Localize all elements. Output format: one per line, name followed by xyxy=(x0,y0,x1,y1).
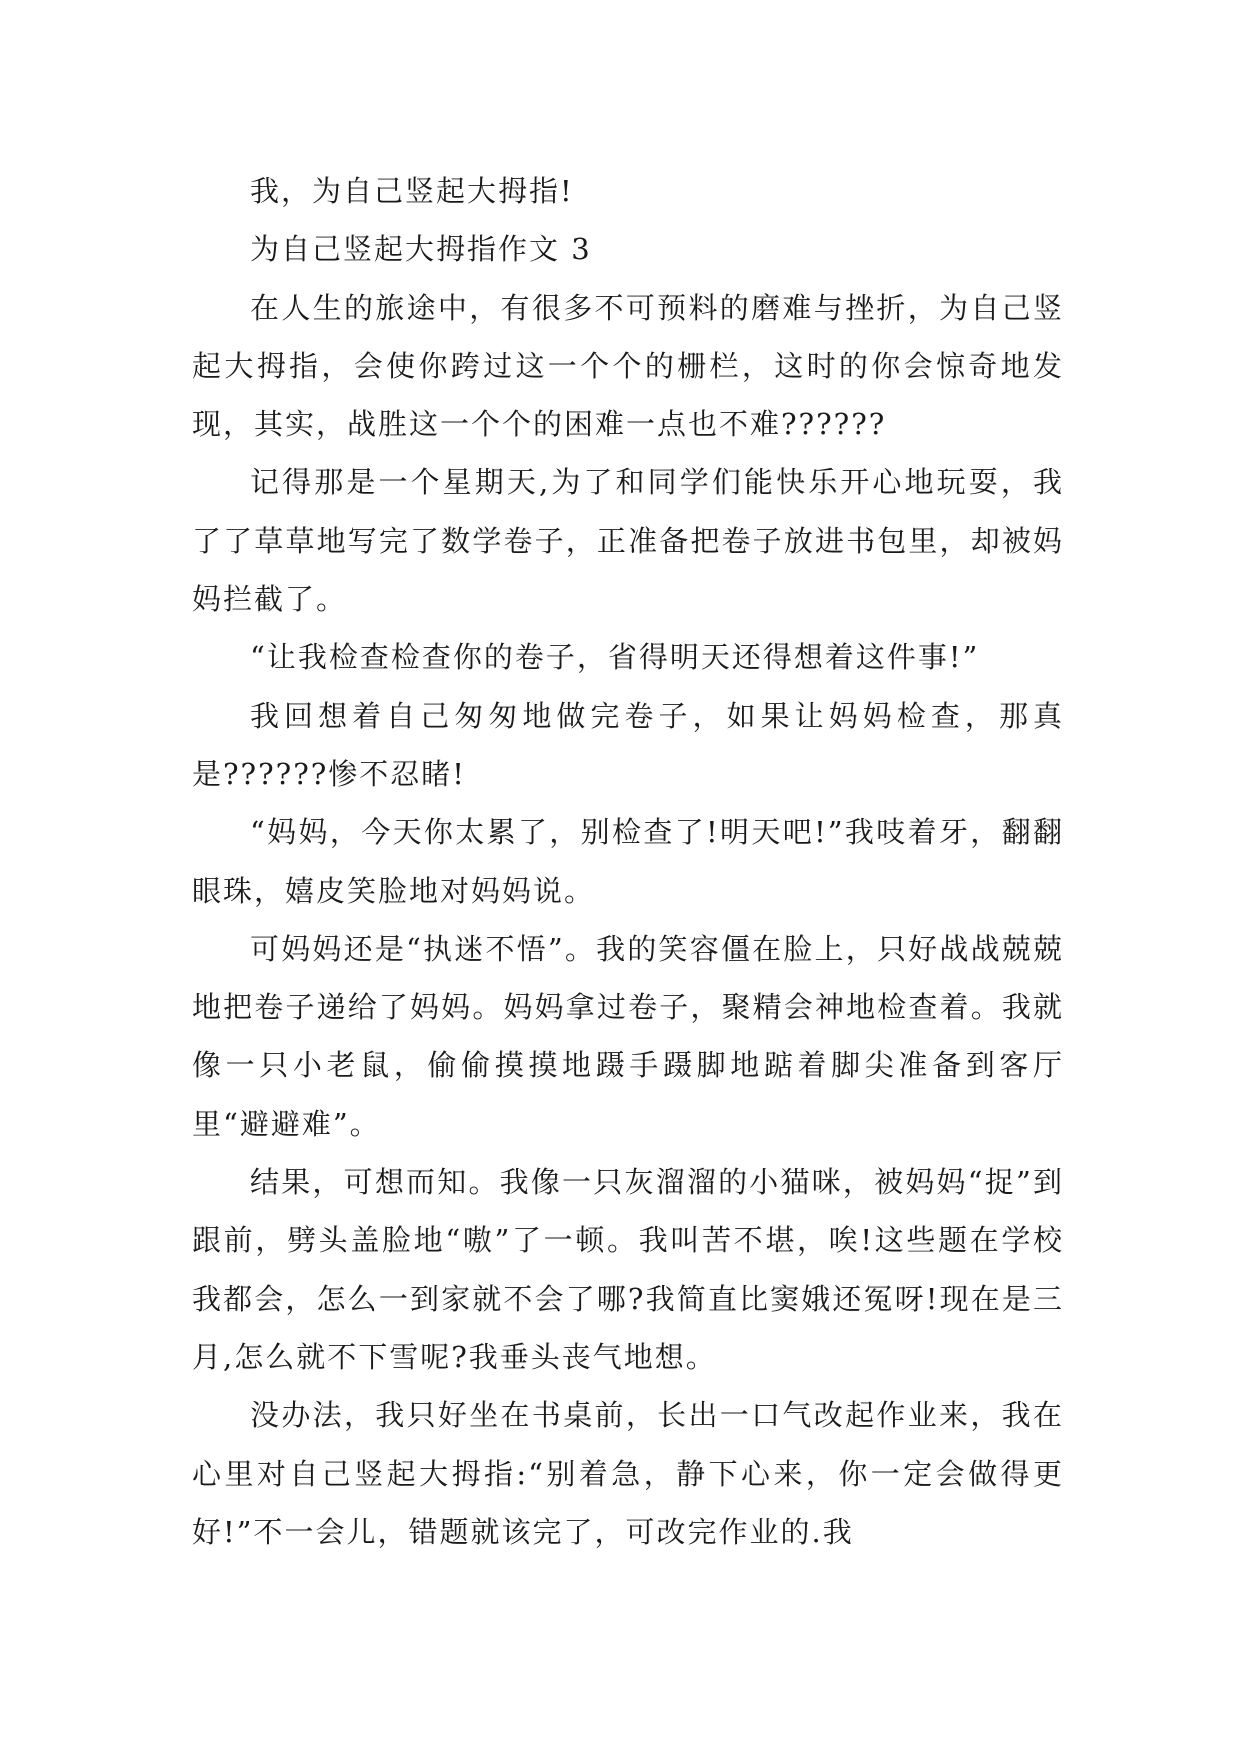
paragraph-8: 可妈妈还是“执迷不悟”。我的笑容僵在脸上，只好战战兢兢地把卷子递给了妈妈。妈妈拿过卷子，聚精会神地检查着。我就像一只小老鼠，偷偷摸摸地蹑手蹑脚地踮着脚尖准备到客厅里“避避难”。 xyxy=(192,931,1064,1141)
paragraph-10: 没办法，我只好坐在书桌前，长出一口气改起作业来，我在心里对自己竖起大拇指:“别着急，静下心来，你一定会做得更好!”不一会儿，错题就该完了，可改完作业的.我 xyxy=(192,1398,1064,1549)
paragraph-7: “妈妈，今天你太累了，别检查了!明天吧!”我吱着牙，翻翻眼珠，嬉皮笑脸地对妈妈说。 xyxy=(192,815,1064,908)
paragraph-1: 我，为自己竖起大拇指! xyxy=(250,174,574,208)
paragraph-3: 在人生的旅途中，有很多不可预料的磨难与挫折，为自己竖起大拇指，会使你跨过这一个个的栅栏，这时的你会惊奇地发现，其实，战胜这一个个的困难一点也不难?????? xyxy=(192,290,1064,442)
paragraph-5: “让我检查检查你的卷子，省得明天还得想着这件事!” xyxy=(250,640,980,675)
essay-body xyxy=(192,162,1064,1561)
paragraph-6: 我回想着自己匆匆地做完卷子，如果让妈妈检查，那真是??????惨不忍睹! xyxy=(192,698,1064,791)
essay-title: 为自己竖起大拇指作文 3 xyxy=(250,232,592,267)
paragraph-4: 记得那是一个星期天,为了和同学们能快乐开心地玩耍，我了了草草地写完了数学卷子，正准备把卷子放进书包里，却被妈妈拦截了。 xyxy=(192,465,1064,617)
paragraph-9: 结果，可想而知。我像一只灰溜溜的小猫咪，被妈妈“捉”到跟前，劈头盖脸地“嗷”了一顿。我叫苦不堪，唉!这些题在学校我都会，怎么一到家就不会了哪?我简直比窦娥还冤呀!现在是三月,怎么就不下雪呢?我垂头丧气地想。 xyxy=(192,1165,1064,1374)
